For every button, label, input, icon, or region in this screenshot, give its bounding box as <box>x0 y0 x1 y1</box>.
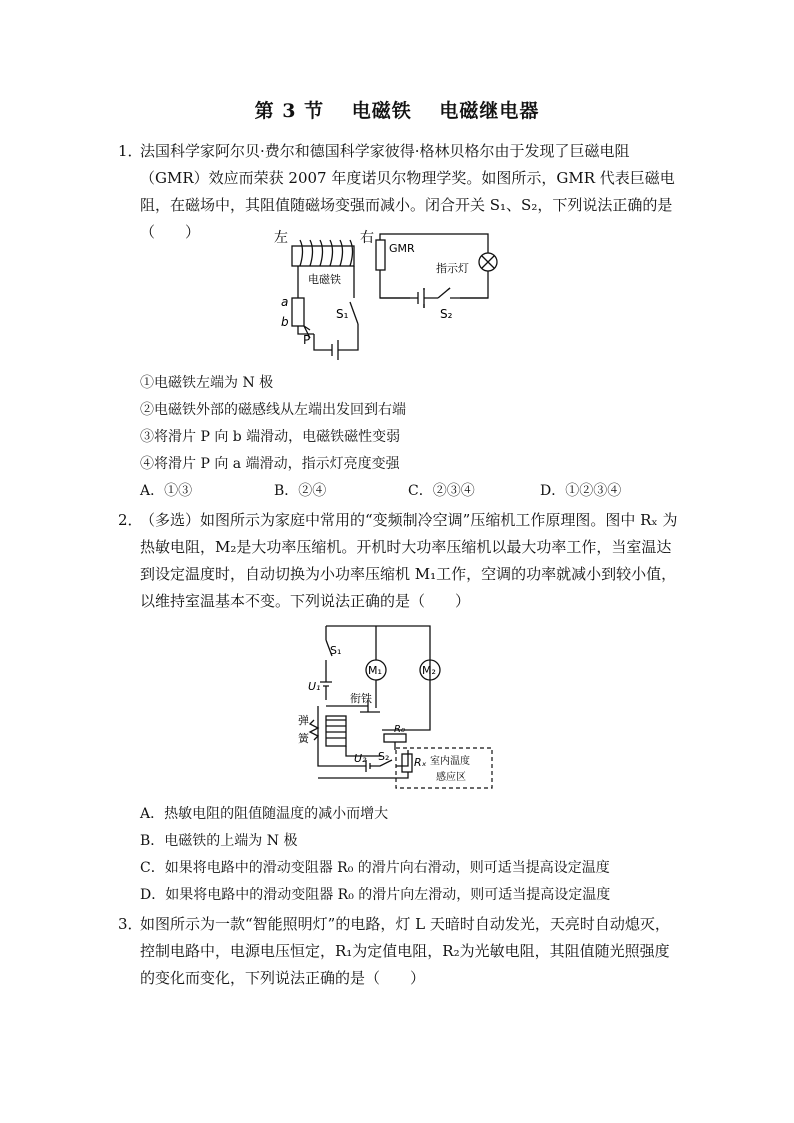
fig1-s2-label: S₂ <box>440 307 453 321</box>
fig2-armature-label: 衔铁 <box>350 692 372 705</box>
fig2-rx-label: Rₓ <box>414 756 427 769</box>
q1-option-a[interactable]: A．①③ <box>140 483 193 499</box>
question-2 <box>118 507 678 615</box>
title-part1: 电磁铁 <box>351 100 412 122</box>
fig1-s1-label: S₁ <box>336 307 349 321</box>
fig2-m1-label: M₁ <box>368 664 382 677</box>
fig2-r0-label: R₀ <box>394 724 405 735</box>
fig1-b-label: b <box>281 315 289 329</box>
q2-option-b[interactable]: B．电磁铁的上端为 N 极 <box>140 833 298 849</box>
question-3-stem: 如图所示为一款“智能照明灯”的电路，灯 L 天暗时自动发光，天亮时自动熄灭，控制电路中，电源电压恒定，R₁为定值电阻，R₂为光敏电阻，其阻值随光照强度的变化而变化，下列说法正确的是（ ） <box>140 915 670 987</box>
fig2-s1-label: S₁ <box>330 644 342 657</box>
fig2-s2-label: S₂ <box>378 750 390 763</box>
fig1-p-label: P <box>303 333 311 347</box>
q1-option-b[interactable]: B．②④ <box>274 483 327 499</box>
question-3-number: 3． <box>118 915 143 933</box>
fig1-right-label: 右 <box>360 230 374 246</box>
fig1-left-label: 左 <box>274 230 288 246</box>
title-section: 第 3 节 <box>254 100 325 122</box>
fig2-m2-label: M₂ <box>422 664 436 677</box>
page-title <box>0 96 794 123</box>
figure-2-circuit <box>296 620 496 790</box>
q2-option-d[interactable]: D．如果将电路中的滑动变阻器 R₀ 的滑片向左滑动，则可适当提高设定温度 <box>140 887 611 903</box>
question-3 <box>118 911 678 992</box>
fig1-lamp-label: 指示灯 <box>436 262 469 275</box>
q1-option-c[interactable]: C．②③④ <box>408 483 475 499</box>
fig1-core-label: 电磁铁 <box>308 273 341 286</box>
fig2-spring-label-1: 弹 <box>298 714 309 727</box>
fig1-a-label: a <box>281 295 289 309</box>
question-1-stem: 法国科学家阿尔贝·费尔和德国科学家彼得·格林贝格尔由于发现了巨磁电阻（GMR）效应而荣获 2007 年度诺贝尔物理学奖。如图所示，GMR 代表巨磁电阻，在磁场中，其阻值随磁场变强而减小。闭合开关 S₁、S₂，下列说法正确的是（ ） <box>140 142 675 241</box>
q1-option-d[interactable]: D．①②③④ <box>540 483 622 499</box>
fig2-zone-label-2: 感应区 <box>436 772 466 783</box>
fig2-zone-label-1: 室内温度 <box>430 756 470 767</box>
question-1-number: 1． <box>118 142 143 160</box>
q1-statement-2: ②电磁铁外部的磁感线从左端出发回到右端 <box>140 402 406 418</box>
fig1-gmr-label: GMR <box>389 242 415 255</box>
question-2-number: 2． <box>118 511 143 529</box>
fig2-u1-label: U₁ <box>308 680 321 693</box>
q2-option-a[interactable]: A．热敏电阻的阻值随温度的减小而增大 <box>140 806 389 822</box>
question-2-stem: （多选）如图所示为家庭中常用的“变频制冷空调”压缩机工作原理图。图中 Rₓ 为热敏电阻，M₂是大功率压缩机。开机时大功率压缩机以最大功率工作，当室温达到设定温度时，自动切换为小功率压缩机 M₁工作，空调的功率就减小到较小值，以维持室温基本不变。下列说法正确的是（ ） <box>140 511 678 610</box>
q1-statement-4: ④将滑片 P 向 a 端滑动，指示灯亮度变强 <box>140 456 400 472</box>
q1-statement-3: ③将滑片 P 向 b 端滑动，电磁铁磁性变弱 <box>140 429 401 445</box>
fig2-u2-label: U₂ <box>354 752 367 765</box>
figure-1-circuit <box>270 226 500 362</box>
title-part2: 电磁继电器 <box>439 100 540 122</box>
fig2-spring-label-2: 簧 <box>298 732 309 745</box>
q2-option-c[interactable]: C．如果将电路中的滑动变阻器 R₀ 的滑片向右滑动，则可适当提高设定温度 <box>140 860 610 876</box>
q1-statement-1: ①电磁铁左端为 N 极 <box>140 375 274 391</box>
